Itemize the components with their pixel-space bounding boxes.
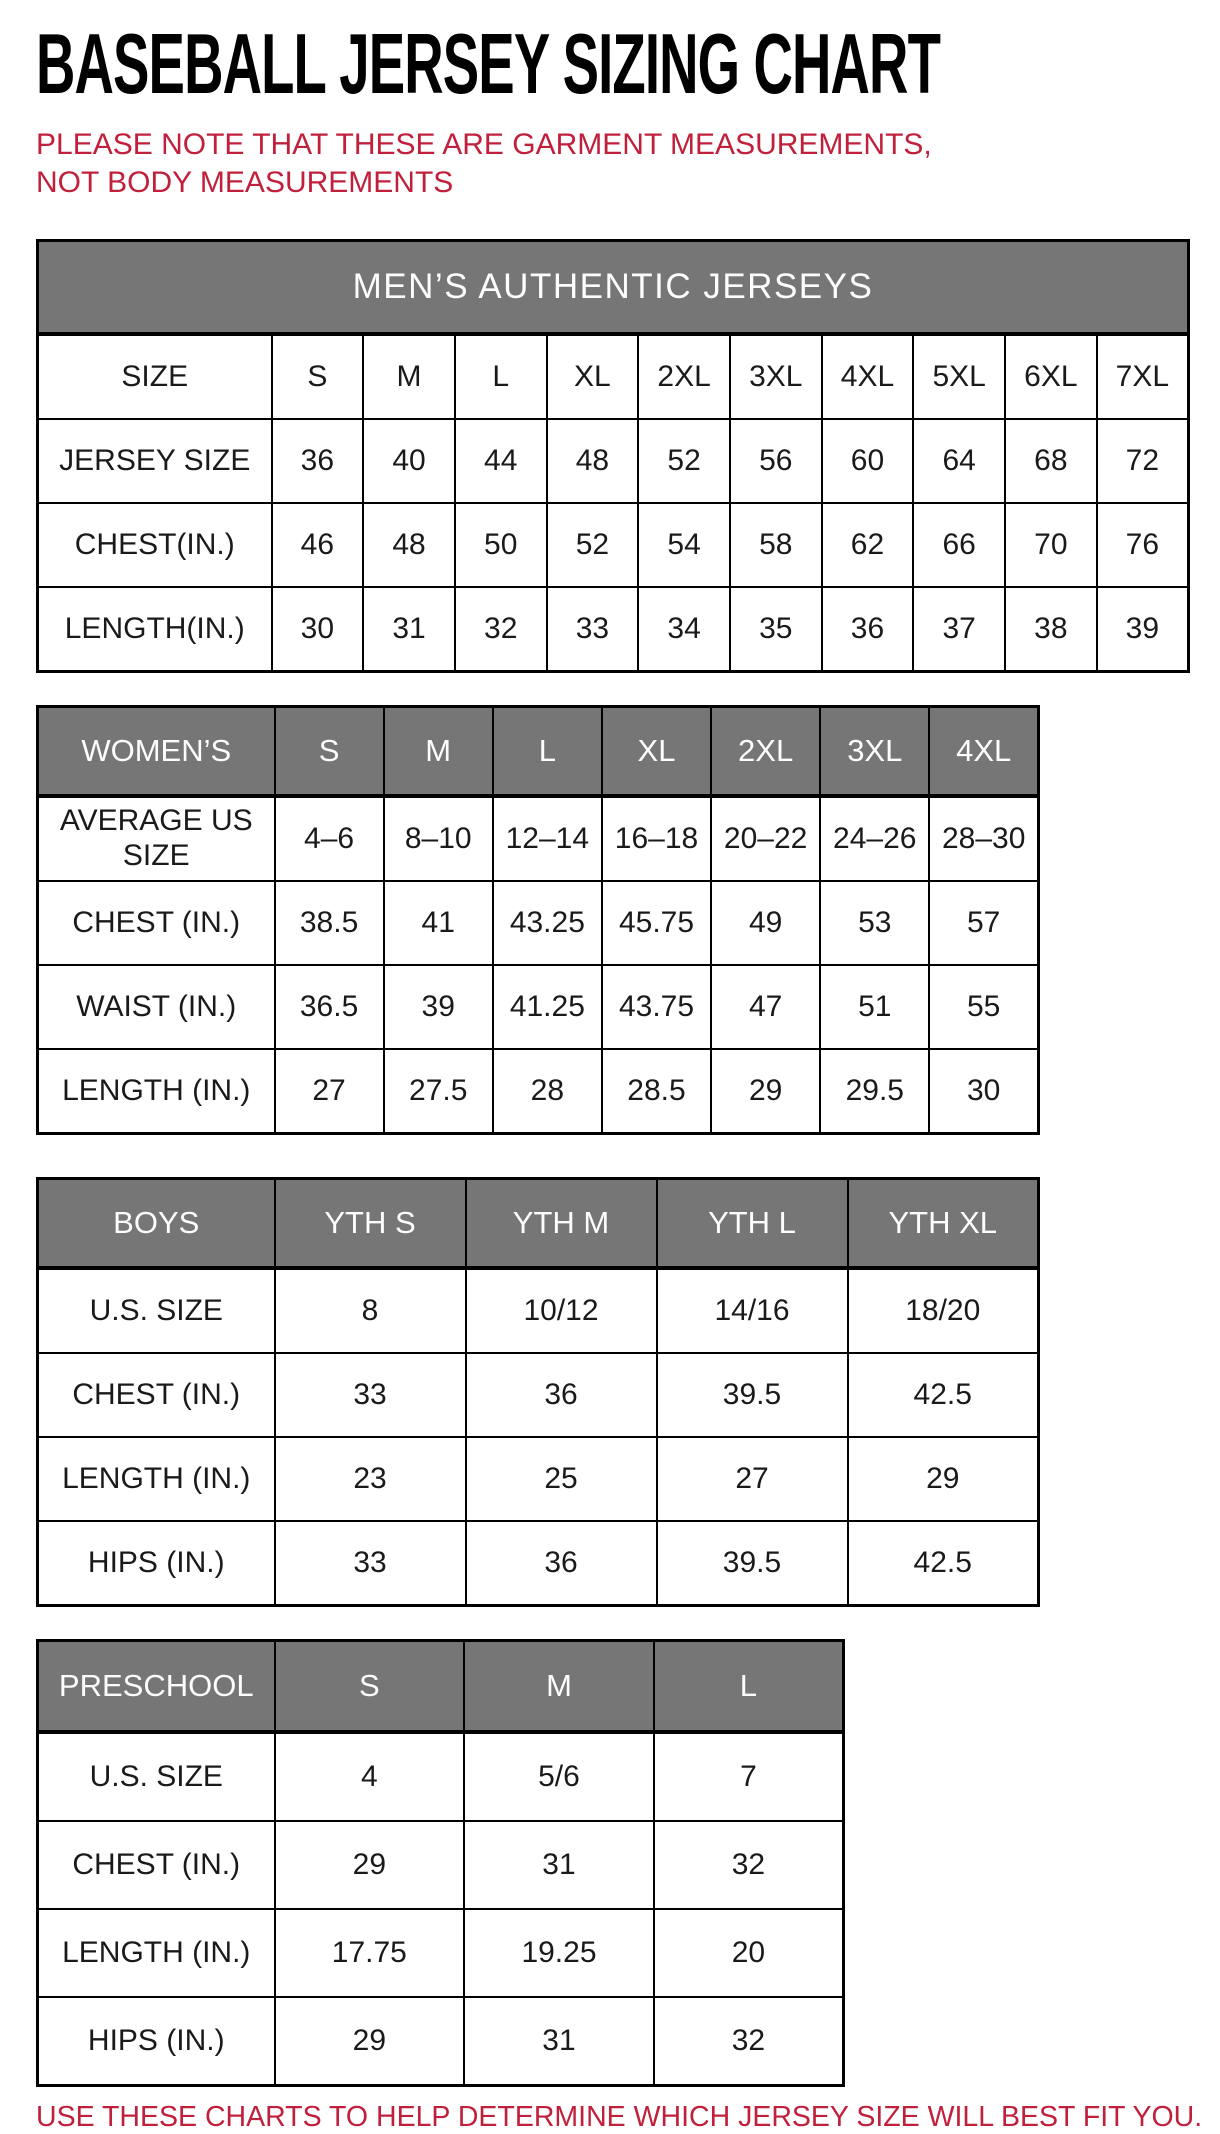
- table-row: [38, 796, 1039, 881]
- value-cell: 48: [363, 503, 455, 587]
- row-label: LENGTH (IN.): [38, 1909, 275, 1997]
- value-cell: 36: [822, 587, 914, 672]
- value-cell: 29.5: [820, 1049, 929, 1134]
- value-cell: 39.5: [657, 1521, 848, 1606]
- row-label: U.S. SIZE: [38, 1268, 275, 1353]
- value-cell: 53: [820, 881, 929, 965]
- table-banner-row: [38, 240, 1189, 334]
- value-cell: 50: [455, 503, 547, 587]
- table-row: [38, 1268, 1039, 1353]
- value-cell: 17.75: [275, 1909, 465, 1997]
- column-header: XL: [602, 706, 711, 796]
- table-row: [38, 503, 1189, 587]
- row-label: LENGTH (IN.): [38, 1049, 275, 1134]
- column-header: L: [654, 1640, 844, 1732]
- table-row: [38, 1521, 1039, 1606]
- column-header: BOYS: [38, 1178, 275, 1268]
- value-cell: 29: [275, 1821, 465, 1909]
- column-header: 4XL: [822, 334, 914, 419]
- value-cell: 29: [275, 1997, 465, 2086]
- value-cell: 32: [654, 1997, 844, 2086]
- column-header: 3XL: [820, 706, 929, 796]
- value-cell: 29: [848, 1437, 1039, 1521]
- column-header: YTH S: [275, 1178, 466, 1268]
- row-label: LENGTH(IN.): [38, 587, 272, 672]
- row-label: CHEST (IN.): [38, 1821, 275, 1909]
- value-cell: 52: [638, 419, 730, 503]
- column-header: L: [493, 706, 602, 796]
- value-cell: 39: [1097, 587, 1189, 672]
- value-cell: 19.25: [464, 1909, 654, 1997]
- table-row: [38, 1909, 844, 1997]
- value-cell: 24–26: [820, 796, 929, 881]
- value-cell: 45.75: [602, 881, 711, 965]
- value-cell: 52: [547, 503, 639, 587]
- garment-measurement-note: PLEASE NOTE THAT THESE ARE GARMENT MEASUREMENTS, NOT BODY MEASUREMENTS: [36, 128, 932, 200]
- column-header: M: [384, 706, 493, 796]
- value-cell: 23: [275, 1437, 466, 1521]
- value-cell: 42.5: [848, 1521, 1039, 1606]
- row-label: HIPS (IN.): [38, 1521, 275, 1606]
- row-label: AVERAGE US SIZE: [38, 796, 275, 881]
- value-cell: 36.5: [275, 965, 384, 1049]
- value-cell: 68: [1005, 419, 1097, 503]
- value-cell: 31: [464, 1997, 654, 2086]
- column-header: S: [272, 334, 364, 419]
- value-cell: 31: [464, 1821, 654, 1909]
- value-cell: 64: [913, 419, 1005, 503]
- header-row: [38, 1178, 1039, 1268]
- row-label: HIPS (IN.): [38, 1997, 275, 2086]
- value-cell: 40: [363, 419, 455, 503]
- value-cell: 43.25: [493, 881, 602, 965]
- value-cell: 37: [913, 587, 1005, 672]
- column-header: SIZE: [38, 334, 272, 419]
- value-cell: 14/16: [657, 1268, 848, 1353]
- column-header: M: [464, 1640, 654, 1732]
- value-cell: 55: [929, 965, 1038, 1049]
- value-cell: 30: [929, 1049, 1038, 1134]
- value-cell: 18/20: [848, 1268, 1039, 1353]
- value-cell: 62: [822, 503, 914, 587]
- value-cell: 7: [654, 1732, 844, 1821]
- column-header: 4XL: [929, 706, 1038, 796]
- column-header: 3XL: [730, 334, 822, 419]
- header-row: [38, 706, 1039, 796]
- value-cell: 46: [272, 503, 364, 587]
- column-header: PRESCHOOL: [38, 1640, 275, 1732]
- value-cell: 4: [275, 1732, 465, 1821]
- mens-sizing-table: [36, 239, 1190, 673]
- value-cell: 66: [913, 503, 1005, 587]
- value-cell: 10/12: [466, 1268, 657, 1353]
- value-cell: 28.5: [602, 1049, 711, 1134]
- column-header: 5XL: [913, 334, 1005, 419]
- value-cell: 31: [363, 587, 455, 672]
- value-cell: 30: [272, 587, 364, 672]
- value-cell: 54: [638, 503, 730, 587]
- value-cell: 49: [711, 881, 820, 965]
- value-cell: 38: [1005, 587, 1097, 672]
- womens-sizing-table: [36, 705, 1040, 1135]
- fit-advice-footer: USE THESE CHARTS TO HELP DETERMINE WHICH JERSEY SIZE WILL BEST FIT YOU.: [36, 2100, 1203, 2133]
- value-cell: 8–10: [384, 796, 493, 881]
- value-cell: 39: [384, 965, 493, 1049]
- value-cell: 51: [820, 965, 929, 1049]
- value-cell: 8: [275, 1268, 466, 1353]
- column-header: S: [275, 1640, 465, 1732]
- column-header: YTH M: [466, 1178, 657, 1268]
- value-cell: 27: [275, 1049, 384, 1134]
- value-cell: 36: [466, 1353, 657, 1437]
- column-header: 7XL: [1097, 334, 1189, 419]
- value-cell: 28: [493, 1049, 602, 1134]
- column-header: 2XL: [711, 706, 820, 796]
- value-cell: 32: [455, 587, 547, 672]
- column-header: YTH XL: [848, 1178, 1039, 1268]
- row-label: WAIST (IN.): [38, 965, 275, 1049]
- value-cell: 56: [730, 419, 822, 503]
- value-cell: 27: [657, 1437, 848, 1521]
- boys-sizing-table: [36, 1177, 1040, 1607]
- row-label: LENGTH (IN.): [38, 1437, 275, 1521]
- column-header: WOMEN’S: [38, 706, 275, 796]
- value-cell: 25: [466, 1437, 657, 1521]
- header-row: [38, 1640, 844, 1732]
- value-cell: 27.5: [384, 1049, 493, 1134]
- value-cell: 12–14: [493, 796, 602, 881]
- table-row: [38, 1997, 844, 2086]
- value-cell: 72: [1097, 419, 1189, 503]
- column-header: 6XL: [1005, 334, 1097, 419]
- value-cell: 33: [275, 1521, 466, 1606]
- value-cell: 48: [547, 419, 639, 503]
- row-label: CHEST(IN.): [38, 503, 272, 587]
- table-row: [38, 881, 1039, 965]
- table-row: [38, 1732, 844, 1821]
- value-cell: 41: [384, 881, 493, 965]
- mens-authentic-jerseys-banner: MEN’S AUTHENTIC JERSEYS: [38, 240, 1189, 334]
- value-cell: 58: [730, 503, 822, 587]
- value-cell: 20: [654, 1909, 844, 1997]
- value-cell: 20–22: [711, 796, 820, 881]
- value-cell: 39.5: [657, 1353, 848, 1437]
- table-row: [38, 587, 1189, 672]
- row-label: CHEST (IN.): [38, 1353, 275, 1437]
- table-row: [38, 1437, 1039, 1521]
- value-cell: 43.75: [602, 965, 711, 1049]
- value-cell: 47: [711, 965, 820, 1049]
- page-title: BASEBALL JERSEY SIZING CHART: [36, 17, 941, 113]
- value-cell: 16–18: [602, 796, 711, 881]
- value-cell: 33: [547, 587, 639, 672]
- row-label: JERSEY SIZE: [38, 419, 272, 503]
- table-row: [38, 1821, 844, 1909]
- title-wrap: [36, 17, 1190, 126]
- preschool-sizing-table: [36, 1639, 845, 2087]
- value-cell: 57: [929, 881, 1038, 965]
- value-cell: 34: [638, 587, 730, 672]
- value-cell: 44: [455, 419, 547, 503]
- column-header: S: [275, 706, 384, 796]
- value-cell: 41.25: [493, 965, 602, 1049]
- value-cell: 5/6: [464, 1732, 654, 1821]
- value-cell: 28–30: [929, 796, 1038, 881]
- row-label: CHEST (IN.): [38, 881, 275, 965]
- column-header: M: [363, 334, 455, 419]
- header-row: [38, 334, 1189, 419]
- column-header: XL: [547, 334, 639, 419]
- value-cell: 36: [272, 419, 364, 503]
- column-header: YTH L: [657, 1178, 848, 1268]
- value-cell: 60: [822, 419, 914, 503]
- value-cell: 36: [466, 1521, 657, 1606]
- value-cell: 42.5: [848, 1353, 1039, 1437]
- row-label: U.S. SIZE: [38, 1732, 275, 1821]
- value-cell: 29: [711, 1049, 820, 1134]
- column-header: L: [455, 334, 547, 419]
- table-row: [38, 1353, 1039, 1437]
- value-cell: 35: [730, 587, 822, 672]
- value-cell: 70: [1005, 503, 1097, 587]
- value-cell: 76: [1097, 503, 1189, 587]
- value-cell: 32: [654, 1821, 844, 1909]
- column-header: 2XL: [638, 334, 730, 419]
- table-row: [38, 419, 1189, 503]
- value-cell: 33: [275, 1353, 466, 1437]
- value-cell: 38.5: [275, 881, 384, 965]
- table-row: [38, 965, 1039, 1049]
- table-row: [38, 1049, 1039, 1134]
- value-cell: 4–6: [275, 796, 384, 881]
